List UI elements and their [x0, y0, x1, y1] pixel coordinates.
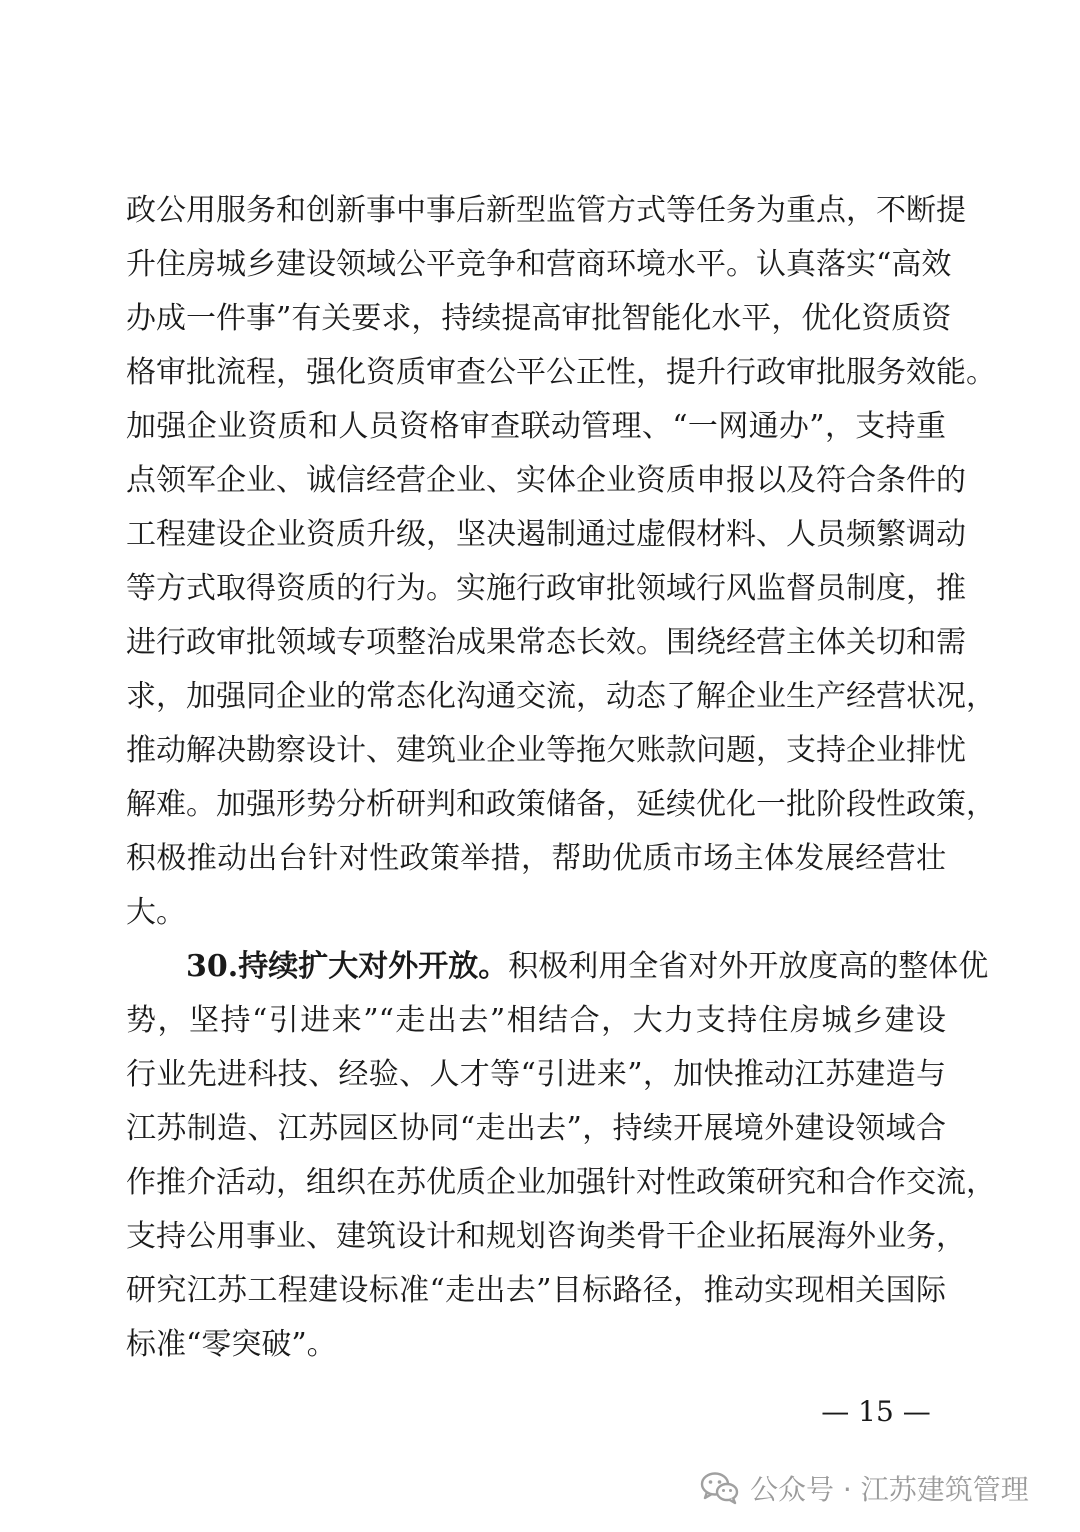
text-line: 大。: [126, 895, 186, 930]
text-line: 格审批流程，强化资质审查公平公正性，提升行政审批服务效能。: [126, 355, 996, 390]
text-line: 解难。加强形势分析研判和政策储备，延续优化一批阶段性政策，: [126, 787, 996, 822]
text-line: 积极推动出台针对性政策举措，帮助优质市场主体发展经营壮: [126, 841, 946, 876]
text-line: 作推介活动，组织在苏优质企业加强针对性政策研究和合作交流，: [126, 1165, 996, 1200]
text-line: 江苏制造、江苏园区协同“走出去”，持续开展境外建设领域合: [126, 1111, 946, 1146]
text-line: 推动解决勘察设计、建筑业企业等拖欠账款问题，支持企业排忧: [126, 733, 966, 768]
text-line: 标准“零突破”。: [126, 1327, 337, 1362]
text-line: 升住房城乡建设领域公平竞争和营商环境水平。认真落实“高效: [126, 247, 952, 282]
section-heading-line: [126, 940, 989, 994]
text-line: 等方式取得资质的行为。实施行政审批领域行风监督员制度，推: [126, 571, 966, 606]
heading-line-text: 积极利用全省对外开放度高的整体优: [508, 949, 989, 984]
text-line: 办成一件事”有关要求，持续提高审批智能化水平，优化资质资: [126, 301, 952, 336]
page-number: — 15 —: [821, 1395, 931, 1428]
text-line: 工程建设企业资质升级，坚决遏制通过虚假材料、人员频繁调动: [126, 517, 966, 552]
text-line: 支持公用事业、建筑设计和规划咨询类骨干企业拓展海外业务，: [126, 1219, 966, 1254]
text-line: 势，坚持“引进来”“走出去”相结合，大力支持住房城乡建设: [126, 1003, 946, 1038]
text-line: 进行政审批领域专项整治成果常态长效。围绕经营主体关切和需: [126, 625, 966, 660]
text-line: 点领军企业、诚信经营企业、实体企业资质申报以及符合条件的: [126, 463, 966, 498]
wechat-icon: [700, 1471, 740, 1505]
text-line: 行业先进科技、经验、人才等“引进来”，加快推动江苏建造与: [126, 1057, 946, 1092]
text-line: 研究江苏工程建设标准“走出去”目标路径，推动实现相关国际: [126, 1273, 946, 1308]
text-line: 求，加强同企业的常态化沟通交流，动态了解企业生产经营状况，: [126, 679, 996, 714]
watermark: [700, 1464, 1029, 1512]
watermark-text: 公众号 · 江苏建筑管理: [750, 1473, 1029, 1506]
section-heading: 30.持续扩大对外开放。: [186, 949, 509, 984]
body-text: [126, 184, 996, 1372]
text-line: 加强企业资质和人员资格审查联动管理、“一网通办”，支持重: [126, 409, 946, 444]
text-line: 政公用服务和创新事中事后新型监管方式等任务为重点，不断提: [126, 193, 966, 228]
